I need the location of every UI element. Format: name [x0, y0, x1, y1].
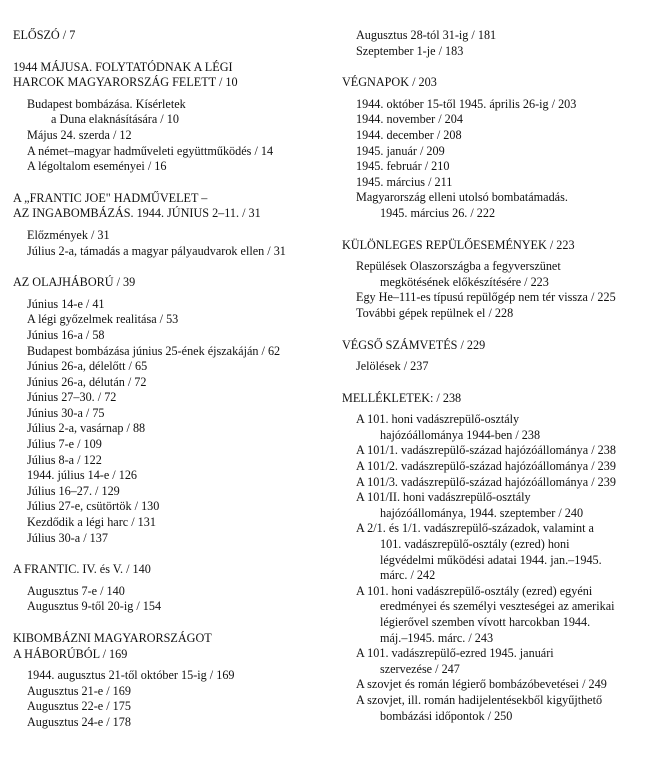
toc-entry — [342, 693, 652, 724]
toc-entry — [342, 175, 652, 191]
section-heading: A HÁBORÚBÓL / 169 — [13, 646, 128, 661]
section-heading: 1944 MÁJUSA. FOLYTATÓDNAK A LÉGI — [13, 59, 233, 74]
toc-entry — [342, 475, 652, 491]
toc-entry-line: légierővel szemben vívott harcokban 1944. — [380, 615, 591, 629]
toc-entry-list — [13, 584, 331, 615]
toc-entry-line: 1944. július 14-e / 126 — [27, 468, 138, 483]
toc-entry-line: A 101/2. vadászrepülő-század hajózóállománya / 239 — [356, 459, 616, 474]
toc-entry — [342, 490, 652, 521]
toc-section — [342, 238, 652, 322]
toc-entry-line: A szovjet, ill. román hadijelentésekből kigyűjthető — [356, 692, 603, 707]
toc-entry — [13, 484, 331, 500]
section-heading: ELŐSZÓ / 7 — [13, 28, 76, 42]
toc-entry-line: Július 30-a / 137 — [27, 530, 108, 545]
toc-entry-line: Magyarország elleni utolsó bombatámadás. — [356, 190, 568, 205]
toc-section — [13, 28, 331, 44]
toc-entry-list — [342, 412, 652, 724]
toc-entry-list — [342, 359, 652, 375]
toc-entry-line: További gépek repülnek el / 228 — [356, 305, 514, 320]
toc-section — [342, 75, 652, 221]
toc-entry — [13, 312, 331, 328]
toc-entry-line: Augusztus 9-től 20-ig / 154 — [27, 599, 162, 614]
toc-entry-line: Budapest bombázása június 25-ének éjszakáján / 62 — [27, 343, 281, 358]
toc-entry-line: Augusztus 28-tól 31-ig / 181 — [356, 28, 497, 42]
toc-entry-list — [342, 97, 652, 222]
toc-entry-line: Augusztus 22-e / 175 — [27, 699, 131, 714]
toc-entry-line: 1945. március 26. / 222 — [380, 205, 496, 220]
toc-entry — [13, 499, 331, 515]
toc-entry-line: légvédelmi működési adatai 1944. jan.–1945. — [380, 552, 602, 567]
toc-entry-line: Jelölések / 237 — [356, 359, 429, 374]
section-heading: KÜLÖNLEGES REPÜLŐESEMÉNYEK / 223 — [342, 237, 575, 252]
toc-entry — [13, 390, 331, 406]
toc-entry — [13, 421, 331, 437]
toc-entry-line: Kezdődik a légi harc / 131 — [27, 515, 156, 530]
toc-entry-line: 1945. január / 209 — [356, 143, 445, 158]
toc-entry — [13, 297, 331, 313]
toc-section — [13, 60, 331, 175]
toc-section — [342, 391, 652, 724]
toc-entry — [342, 290, 652, 306]
toc-entry-line: 1945. február / 210 — [356, 159, 450, 174]
section-heading: A FRANTIC. IV. és V. / 140 — [13, 562, 151, 577]
toc-entry — [342, 359, 652, 375]
toc-entry — [342, 97, 652, 113]
toc-entry-line: A 101. honi vadászrepülő-osztály — [356, 412, 520, 427]
toc-entry-list — [13, 97, 331, 175]
toc-entry-line: Szeptember 1-je / 183 — [356, 43, 464, 58]
toc-entry-line: Június 16-a / 58 — [27, 327, 105, 342]
toc-entry-line: 1944. december / 208 — [356, 127, 462, 142]
toc-entry — [13, 128, 331, 144]
toc-entry — [13, 244, 331, 260]
toc-entry — [342, 44, 652, 60]
toc-entry-list — [13, 297, 331, 547]
toc-entry — [342, 112, 652, 128]
toc-entry — [13, 159, 331, 175]
toc-entry — [342, 521, 652, 583]
section-heading: VÉGNAPOK / 203 — [342, 75, 437, 90]
toc-entry-line: Budapest bombázása. Kísérletek — [27, 96, 186, 111]
toc-entry — [342, 584, 652, 646]
toc-entry — [13, 531, 331, 547]
toc-entry-line: Július 2-a, támadás a magyar pályaudvarok ellen / 31 — [27, 243, 286, 258]
section-heading: A „FRANTIC JOE" HADMŰVELET – — [13, 190, 208, 205]
toc-entry-line: Június 26-a, délután / 72 — [27, 374, 147, 389]
toc-entry — [342, 443, 652, 459]
toc-entry — [13, 599, 331, 615]
toc-entry-list — [13, 228, 331, 259]
toc-entry — [342, 646, 652, 677]
toc-entry-line: Július 2-a, vasárnap / 88 — [27, 421, 146, 436]
section-heading: AZ INGABOMBÁZÁS. 1944. JÚNIUS 2–11. / 31 — [13, 206, 261, 221]
toc-entry — [342, 28, 652, 44]
toc-entry — [342, 190, 652, 221]
toc-section — [13, 631, 331, 731]
toc-entry-line: Június 14-e / 41 — [27, 296, 105, 311]
toc-entry-line: hajózóállománya 1944-ben / 238 — [380, 427, 541, 442]
toc-entry — [342, 144, 652, 160]
toc-entry-line: A légi győzelmek realitása / 53 — [27, 312, 179, 327]
toc-entry-line: Repülések Olaszországba a fegyverszünet — [356, 259, 561, 274]
toc-entry — [342, 159, 652, 175]
section-heading: MELLÉKLETEK: / 238 — [342, 390, 462, 405]
toc-entry-line: Előzmények / 31 — [27, 227, 110, 242]
toc-entry-line: Június 30-a / 75 — [27, 405, 105, 420]
toc-entry — [13, 699, 331, 715]
toc-entry-line: A 101. vadászrepülő-ezred 1945. januári — [356, 646, 554, 661]
toc-entry-line: 101. vadászrepülő-osztály (ezred) honi — [380, 537, 570, 552]
toc-entry-line: Június 26-a, délelőtt / 65 — [27, 359, 148, 374]
section-heading: VÉGSŐ SZÁMVETÉS / 229 — [342, 337, 486, 352]
toc-entry-list — [342, 259, 652, 321]
toc-entry — [342, 459, 652, 475]
toc-entry — [13, 437, 331, 453]
toc-entry-line: hajózóállománya, 1944. szeptember / 240 — [380, 505, 584, 520]
toc-section — [13, 275, 331, 546]
toc-entry-line: A 101/II. honi vadászrepülő-osztály — [356, 490, 531, 505]
section-heading: HARCOK MAGYARORSZÁG FELETT / 10 — [13, 75, 238, 90]
toc-section — [13, 191, 331, 259]
toc-entry — [13, 406, 331, 422]
toc-entry-line: szervezése / 247 — [380, 661, 460, 676]
toc-entry — [13, 359, 331, 375]
toc-entry-list — [13, 668, 331, 730]
toc-entry-line: Július 27-e, csütörtök / 130 — [27, 499, 160, 514]
toc-entry-line: bombázási időpontok / 250 — [380, 708, 513, 723]
toc-entry-line: 1944. augusztus 21-től október 15-ig / 169 — [27, 668, 235, 683]
toc-entry-line: A légoltalom eseményei / 16 — [27, 159, 167, 174]
toc-entry-line: Augusztus 24-e / 178 — [27, 714, 131, 729]
toc-entry-line: A német–magyar hadműveleti együttműködés / 14 — [27, 143, 274, 158]
toc-entry — [13, 715, 331, 731]
left-column — [13, 28, 331, 731]
toc-entry-line: 1945. március / 211 — [356, 174, 453, 189]
toc-entry-line: megkötésének előkészítésére / 223 — [380, 274, 549, 289]
section-heading: KIBOMBÁZNI MAGYARORSZÁGOT — [13, 631, 212, 645]
toc-entry — [13, 328, 331, 344]
toc-entry — [13, 144, 331, 160]
toc-entry — [13, 375, 331, 391]
right-column — [342, 28, 652, 724]
section-heading: AZ OLAJHÁBORÚ / 39 — [13, 275, 136, 290]
toc-section — [342, 338, 652, 375]
toc-entry — [13, 684, 331, 700]
toc-entry — [342, 306, 652, 322]
toc-entry-line: máj.–1945. márc. / 243 — [380, 630, 494, 645]
toc-entry-line: 1944. október 15-től 1945. április 26-ig / 203 — [356, 96, 577, 111]
toc-entry-line: Június 27–30. / 72 — [27, 390, 117, 405]
toc-entry-line: A szovjet és román légierő bombázóbevetései / 249 — [356, 677, 607, 692]
toc-entry — [13, 584, 331, 600]
toc-entry-list — [342, 28, 652, 59]
toc-entry-line: Május 24. szerda / 12 — [27, 127, 132, 142]
toc-entry — [342, 128, 652, 144]
toc-entry-line: A 101. honi vadászrepülő-osztály (ezred) egyéni — [356, 583, 593, 598]
toc-entry — [13, 453, 331, 469]
toc-entry-line: márc. / 242 — [380, 568, 436, 583]
toc-entry-line: 1944. november / 204 — [356, 112, 463, 127]
toc-entry — [13, 515, 331, 531]
toc-entry-line: eredményei és személyi veszteségei az amerikai — [380, 599, 615, 614]
toc-entry — [13, 97, 331, 128]
toc-entry — [13, 668, 331, 684]
toc-entry-line: Július 7-e / 109 — [27, 437, 102, 452]
toc-entry-line: Július 8-a / 122 — [27, 452, 102, 467]
toc-entry-line: Egy He–111-es típusú repülőgép nem tér vissza / 225 — [356, 290, 616, 305]
toc-entry-line: Augusztus 21-e / 169 — [27, 683, 131, 698]
toc-entry — [13, 228, 331, 244]
toc-entry — [342, 677, 652, 693]
toc-entry-line: Augusztus 7-e / 140 — [27, 583, 125, 598]
toc-section — [13, 562, 331, 615]
toc-entry — [342, 412, 652, 443]
toc-entry-line: A 101/3. vadászrepülő-század hajózóállománya / 239 — [356, 474, 616, 489]
toc-entry-line: a Duna elaknásítására / 10 — [51, 112, 179, 127]
toc-entry-line: A 101/1. vadászrepülő-század hajózóállománya / 238 — [356, 443, 616, 458]
toc-entry — [342, 259, 652, 290]
toc-entry-line: A 2/1. és 1/1. vadászrepülő-századok, valamint a — [356, 521, 594, 536]
toc-entry-line: Július 16–27. / 129 — [27, 483, 120, 498]
toc-entry — [13, 468, 331, 484]
toc-entry — [13, 344, 331, 360]
